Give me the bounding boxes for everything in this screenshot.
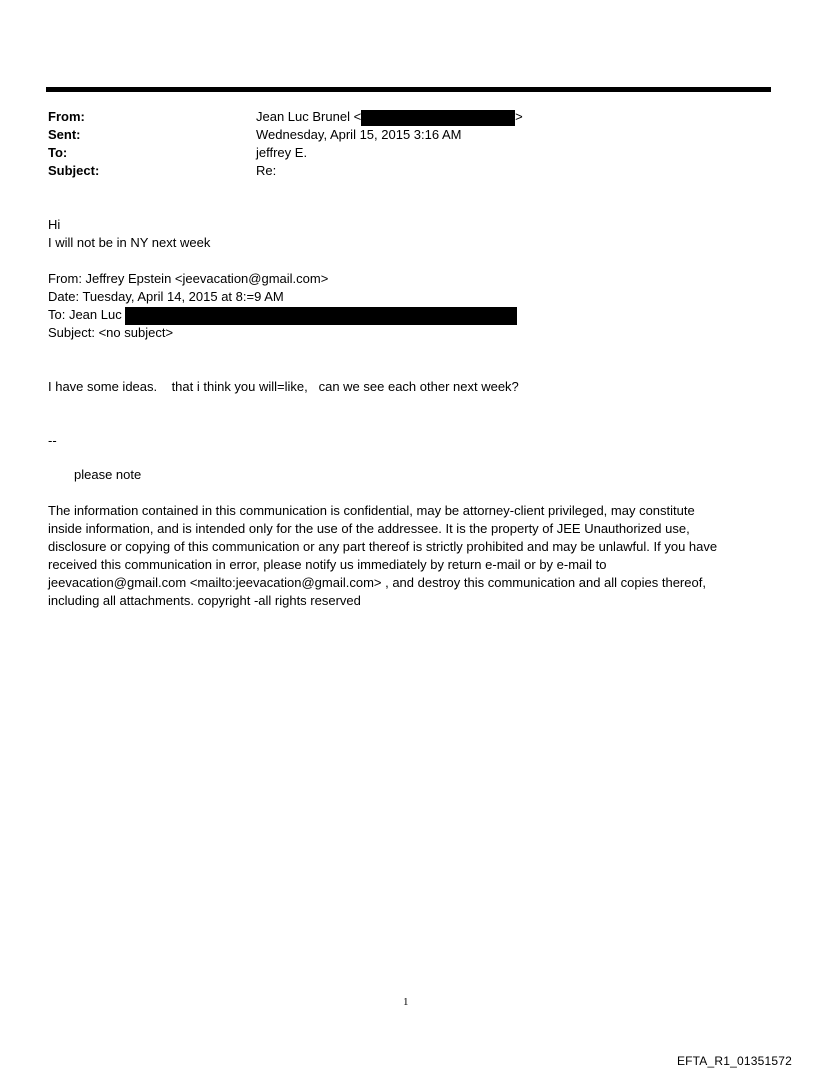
subject-value: Re: — [256, 163, 277, 178]
to-label: To: — [48, 145, 68, 160]
from-close: > — [515, 109, 523, 124]
to-value: jeffrey E. — [256, 145, 308, 160]
quoted-subject: Subject: <no subject> — [48, 325, 174, 340]
from-value — [256, 108, 523, 126]
sent-value: Wednesday, April 15, 2015 3:16 AM — [256, 127, 462, 142]
quoted-body: I have some ideas. that i think you will=like, can we see each other next week? — [48, 379, 519, 394]
redaction-box — [125, 307, 517, 325]
from-label: From: — [48, 109, 85, 124]
sent-label: Sent: — [48, 127, 81, 142]
quoted-to-prefix: To: Jean Luc — [48, 307, 126, 322]
quoted-date: Date: Tuesday, April 14, 2015 at 8:=9 AM — [48, 289, 284, 304]
please-note: please note — [74, 467, 142, 482]
reply-greeting: Hi — [48, 217, 61, 232]
disclaimer-text: The information contained in this communication is confidential, may be attorney-client privileged, may constitute inside information, and is intended only for the use of the addressee. It is the property of JEE Unauthorized use, disclosure or copying of this communication or any part thereof is strictly prohibited and may be unlawful. If you have received this communication in error, please notify us immediately by return e-mail or by e-mail to jeevacation@gmail.com <mailto:jeevacation@gmail.com> , and destroy this communication and all copies thereof, including all attachments. copyright -all rights reserved — [48, 503, 718, 608]
page-number: 1 — [403, 996, 409, 1008]
subject-label: Subject: — [48, 163, 100, 178]
bates-number: EFTA_R1_01351572 — [676, 1054, 792, 1068]
quoted-from: From: Jeffrey Epstein <jeevacation@gmail.com> — [48, 271, 329, 286]
redaction-box — [361, 110, 515, 126]
signature-separator: -- — [48, 433, 57, 448]
from-name: Jean Luc Brunel < — [256, 109, 362, 124]
quoted-to-row — [48, 306, 517, 325]
header-rule — [46, 87, 771, 92]
reply-body: I will not be in NY next week — [48, 235, 211, 250]
